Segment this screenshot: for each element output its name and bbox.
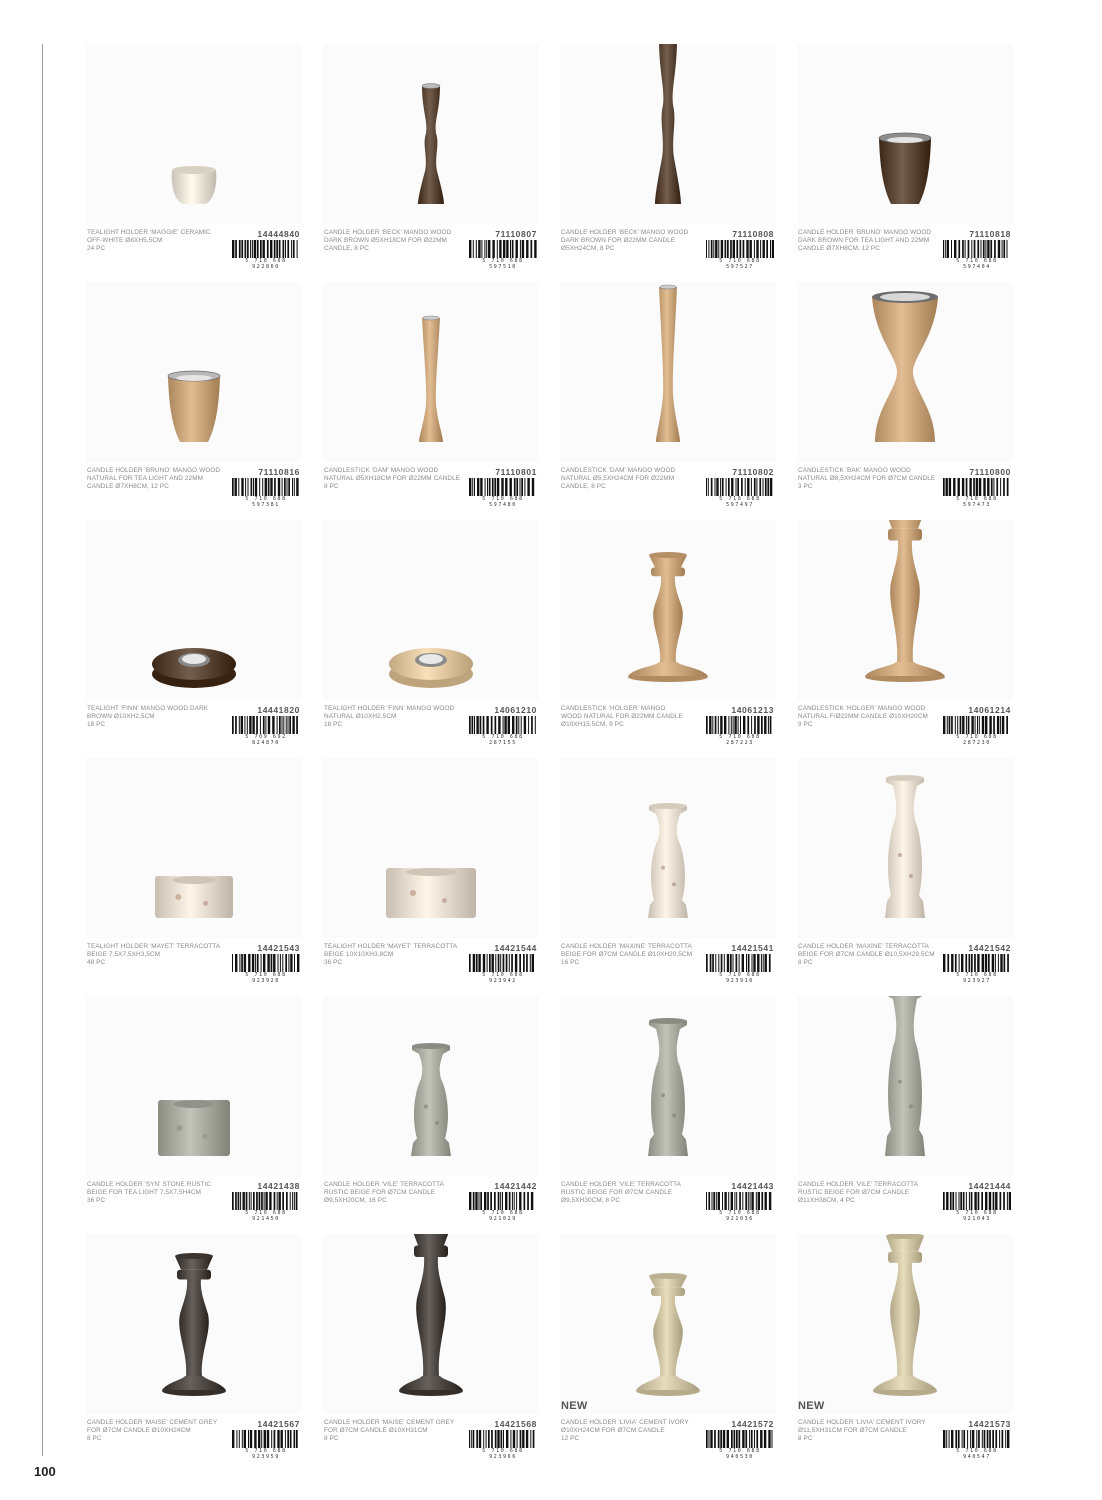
product-image — [560, 44, 776, 224]
barcode-number: 5 710 688 597510 — [482, 258, 524, 270]
product-description: CANDLE HOLDER 'VILE' TERRACOTTA RUSTIC BEIGE FOR Ø7CM CANDLE Ø9,5XH30CM, 8 PC — [561, 1181, 682, 1205]
barcode — [706, 1430, 774, 1448]
barcode — [469, 1430, 537, 1448]
product-code: 71110800 — [969, 467, 1011, 477]
product-image — [86, 1234, 302, 1414]
barcode — [706, 1192, 774, 1210]
product-code: 14421443 — [731, 1181, 774, 1191]
product-card — [560, 996, 776, 1226]
new-badge: NEW — [798, 1400, 825, 1412]
candle-holder-illustration — [797, 996, 1013, 1176]
product-description: CANDLE HOLDER 'BECK' MANGO WOOD DARK BROWN FOR Ø22MM CANDLE Ø5XH24CM, 8 PC — [561, 229, 689, 253]
product-image — [323, 758, 539, 938]
product-description: CANDLESTICK 'BAK' MANGO WOOD NATURAL Ø8,5XH24CM FOR Ø7CM CANDLE 3 PC — [798, 467, 936, 491]
product-card — [560, 282, 776, 512]
product-card — [797, 282, 1013, 512]
barcode — [469, 954, 537, 972]
barcode-number: 5 709 692 824870 — [245, 734, 287, 746]
candle-holder-illustration — [560, 520, 776, 700]
barcode-number: 5 710 688 921036 — [719, 1210, 761, 1222]
product-description: CANDLE HOLDER 'MAXINE' TERRACOTTA BEIGE FOR Ø7CM CANDLE Ø10,5XH29,5CM 8 PC — [798, 943, 935, 967]
candle-holder-illustration — [86, 44, 302, 224]
barcode — [706, 716, 774, 734]
product-code: 14444840 — [257, 229, 300, 239]
barcode — [232, 478, 300, 496]
barcode — [943, 1192, 1011, 1210]
page-number: 100 — [34, 1464, 56, 1479]
product-description: CANDLE HOLDER 'MAISE' CEMENT GREY FOR Ø7CM CANDLE Ø10XH24CM 8 PC — [87, 1419, 218, 1443]
product-card — [323, 44, 539, 274]
barcode — [232, 240, 300, 258]
product-image — [323, 996, 539, 1176]
product-description: CANDLE HOLDER 'BRUNO' MANGO WOOD NATURAL FOR TEA LIGHT AND 22MM CANDLE Ø7XH8CM, 12 PC — [87, 467, 221, 491]
product-description: TEALIGHT HOLDER 'MAYET' TERRACOTTA BEIGE 7,5X7,5XH3,5CM 48 PC — [87, 943, 221, 967]
product-card — [86, 282, 302, 512]
product-code: 71110818 — [969, 229, 1011, 239]
candle-holder-illustration — [560, 282, 776, 462]
barcode-number: 5 710 688 287155 — [482, 734, 524, 746]
product-image — [797, 758, 1013, 938]
candle-holder-illustration — [797, 758, 1013, 938]
product-code: 14061210 — [494, 705, 537, 715]
candle-holder-illustration — [323, 44, 539, 224]
barcode-number: 5 710 688 940547 — [956, 1448, 998, 1460]
product-card — [323, 520, 539, 750]
barcode — [469, 240, 537, 258]
candle-holder-illustration — [560, 758, 776, 938]
product-description: TEALIGHT HOLDER 'FINN' MANGO WOOD NATURAL Ø10XH2,5CM 18 PC — [324, 705, 455, 729]
product-image — [797, 1234, 1013, 1414]
product-code: 71110801 — [495, 467, 537, 477]
candle-holder-illustration — [560, 996, 776, 1176]
product-code: 14421444 — [968, 1181, 1011, 1191]
product-image — [86, 44, 302, 224]
barcode — [469, 478, 537, 496]
barcode — [943, 1430, 1011, 1448]
barcode-number: 5 710 688 921450 — [245, 1210, 287, 1222]
product-card — [797, 520, 1013, 750]
barcode-number: 5 710 688 287223 — [719, 734, 761, 746]
product-image — [323, 44, 539, 224]
barcode — [232, 1430, 300, 1448]
product-description: CANDLESTICK 'DAM' MANGO WOOD NATURAL Ø5,5XH24CM FOR Ø22MM CANDLE, 8 PC — [561, 467, 676, 491]
barcode-number: 5 710 688 287230 — [956, 734, 998, 746]
product-card — [560, 1234, 776, 1464]
product-card — [86, 996, 302, 1226]
barcode — [943, 716, 1011, 734]
barcode-number: 5 710 688 923910 — [719, 972, 761, 984]
product-code: 71110802 — [732, 467, 774, 477]
product-description: CANDLE HOLDER 'LIVIA' CEMENT IVORY Ø10XH24CM FOR Ø7CM CANDLE 12 PC — [561, 1419, 689, 1443]
barcode — [943, 478, 1011, 496]
barcode-number: 5 710 688 923942 — [482, 972, 524, 984]
product-image — [797, 44, 1013, 224]
product-image — [797, 282, 1013, 462]
product-description: CANDLESTICK 'DAM' MANGO WOOD NATURAL Ø5XH18CM FOR Ø22MM CANDLE 8 PC — [324, 467, 461, 491]
barcode-number: 5 710 688 597404 — [956, 258, 998, 270]
barcode — [943, 954, 1011, 972]
product-code: 14061213 — [731, 705, 774, 715]
barcode-number: 5 710 688 597497 — [719, 496, 761, 508]
barcode-number: 5 710 688 597527 — [719, 258, 761, 270]
barcode-number: 5 710 688 923966 — [482, 1448, 524, 1460]
product-image — [86, 520, 302, 700]
barcode — [943, 240, 1011, 258]
barcode — [469, 1192, 537, 1210]
product-image — [560, 758, 776, 938]
candle-holder-illustration — [797, 282, 1013, 462]
product-code: 14421568 — [494, 1419, 537, 1429]
product-image — [323, 282, 539, 462]
product-description: CANDLE HOLDER 'SYN' STONE RUSTIC BEIGE FOR TEA LIGHT 7,5X7,5H4CM 36 PC — [87, 1181, 212, 1205]
product-description: CANDLE HOLDER 'MAXINE' TERRACOTTA BEIGE FOR Ø7CM CANDLE Ø10XH20,5CM 16 PC — [561, 943, 693, 967]
product-card — [323, 1234, 539, 1464]
candle-holder-illustration — [86, 758, 302, 938]
product-description: TEALIGHT HOLDER 'MAGGIE' CERAMIC OFF-WHITE Ø8XH5,5CM 24 PC — [87, 229, 211, 253]
product-description: CANDLE HOLDER 'BRUNO' MANGO WOOD DARK BROWN FOR TEA LIGHT AND 22MM CANDLE Ø7XH8CM, 12 PC — [798, 229, 932, 253]
product-card — [323, 282, 539, 512]
product-code: 14421542 — [968, 943, 1011, 953]
product-image — [797, 520, 1013, 700]
barcode-number: 5 710 688 921029 — [482, 1210, 524, 1222]
product-description: TEALIGHT 'FINN' MANGO WOOD DARK BROWN Ø10XH2,5CM 18 PC — [87, 705, 209, 729]
barcode-number: 5 710 688 923928 — [245, 972, 287, 984]
barcode — [232, 716, 300, 734]
product-card — [323, 996, 539, 1226]
product-card — [86, 758, 302, 988]
product-card — [560, 758, 776, 988]
product-card — [86, 1234, 302, 1464]
product-code: 71110807 — [495, 229, 537, 239]
barcode — [232, 954, 300, 972]
barcode — [706, 478, 774, 496]
candle-holder-illustration — [797, 520, 1013, 700]
barcode-number: 5 710 688 597381 — [245, 496, 287, 508]
product-description: TEALIGHT HOLDER 'MAYET' TERRACOTTA BEIGE 10X10XH3,8CM 36 PC — [324, 943, 458, 967]
product-code: 14421541 — [731, 943, 774, 953]
product-card — [560, 44, 776, 274]
barcode — [469, 716, 537, 734]
product-card — [797, 996, 1013, 1226]
product-card — [86, 44, 302, 274]
product-image — [797, 996, 1013, 1176]
product-code: 14421573 — [968, 1419, 1011, 1429]
product-description: CANDLE HOLDER 'VILE' TERRACOTTA RUSTIC BEIGE FOR Ø7CM CANDLE Ø9,5XH20CM, 16 PC — [324, 1181, 445, 1205]
product-code: 14421438 — [257, 1181, 300, 1191]
product-image — [86, 282, 302, 462]
barcode-number: 5 710 688 922860 — [245, 258, 287, 270]
barcode-number: 5 710 688 940530 — [719, 1448, 761, 1460]
product-code: 71110808 — [732, 229, 774, 239]
candle-holder-illustration — [797, 44, 1013, 224]
product-code: 14421544 — [494, 943, 537, 953]
product-code: 14421543 — [257, 943, 300, 953]
barcode-number: 5 710 688 923959 — [245, 1448, 287, 1460]
product-image — [560, 520, 776, 700]
product-image — [323, 520, 539, 700]
product-description: CANDLE HOLDER 'LIVIA' CEMENT IVORY Ø11,5XH31CM FOR Ø7CM CANDLE 8 PC — [798, 1419, 926, 1443]
product-description: CANDLE HOLDER 'VILE' TERRACOTTA RUSTIC BEIGE FOR Ø7CM CANDLE Ø11XH38CM, 4 PC — [798, 1181, 919, 1205]
candle-holder-illustration — [323, 1234, 539, 1414]
candle-holder-illustration — [323, 758, 539, 938]
product-description: CANDLE HOLDER 'MAISE' CEMENT GREY FOR Ø7CM CANDLE Ø10XH31CM 8 PC — [324, 1419, 455, 1443]
product-card — [797, 1234, 1013, 1464]
candle-holder-illustration — [86, 996, 302, 1176]
product-card — [797, 44, 1013, 274]
product-image — [86, 996, 302, 1176]
product-description: CANDLE HOLDER 'BECK' MANGO WOOD DARK BROWN Ø5XH18CM FOR Ø22MM CANDLE, 8 PC — [324, 229, 452, 253]
product-code: 71110816 — [258, 467, 300, 477]
candle-holder-illustration — [560, 44, 776, 224]
barcode — [706, 240, 774, 258]
product-code: 14441820 — [257, 705, 300, 715]
product-card — [86, 520, 302, 750]
product-image — [560, 282, 776, 462]
barcode-number: 5 710 688 597480 — [482, 496, 524, 508]
barcode — [232, 1192, 300, 1210]
product-description: CANDLESTICK 'HOLGER' MANGO WOOD NATURAL F/Ø22MM CANDLE Ø10XH20CM 9 PC — [798, 705, 928, 729]
product-code: 14421572 — [731, 1419, 774, 1429]
candle-holder-illustration — [323, 520, 539, 700]
barcode — [706, 954, 774, 972]
candle-holder-illustration — [86, 520, 302, 700]
product-card — [797, 758, 1013, 988]
product-image — [323, 1234, 539, 1414]
product-image — [86, 758, 302, 938]
product-code: 14061214 — [968, 705, 1011, 715]
product-card — [560, 520, 776, 750]
product-card — [323, 758, 539, 988]
product-description: CANDLESTICK 'HOLGER' MANGO WOOD NATURAL FOR Ø22MM CANDLE Ø10XH15,5CM, 9 PC — [561, 705, 683, 729]
product-code: 14421442 — [494, 1181, 537, 1191]
candle-holder-illustration — [86, 282, 302, 462]
new-badge: NEW — [561, 1400, 588, 1412]
candle-holder-illustration — [797, 1234, 1013, 1414]
product-code: 14421567 — [257, 1419, 300, 1429]
product-image — [560, 1234, 776, 1414]
barcode-number: 5 710 688 597473 — [956, 496, 998, 508]
barcode-number: 5 710 688 921043 — [956, 1210, 998, 1222]
candle-holder-illustration — [323, 996, 539, 1176]
candle-holder-illustration — [86, 1234, 302, 1414]
candle-holder-illustration — [560, 1234, 776, 1414]
candle-holder-illustration — [323, 282, 539, 462]
margin-rule — [42, 44, 43, 1456]
barcode-number: 5 710 688 923927 — [956, 972, 998, 984]
product-image — [560, 996, 776, 1176]
